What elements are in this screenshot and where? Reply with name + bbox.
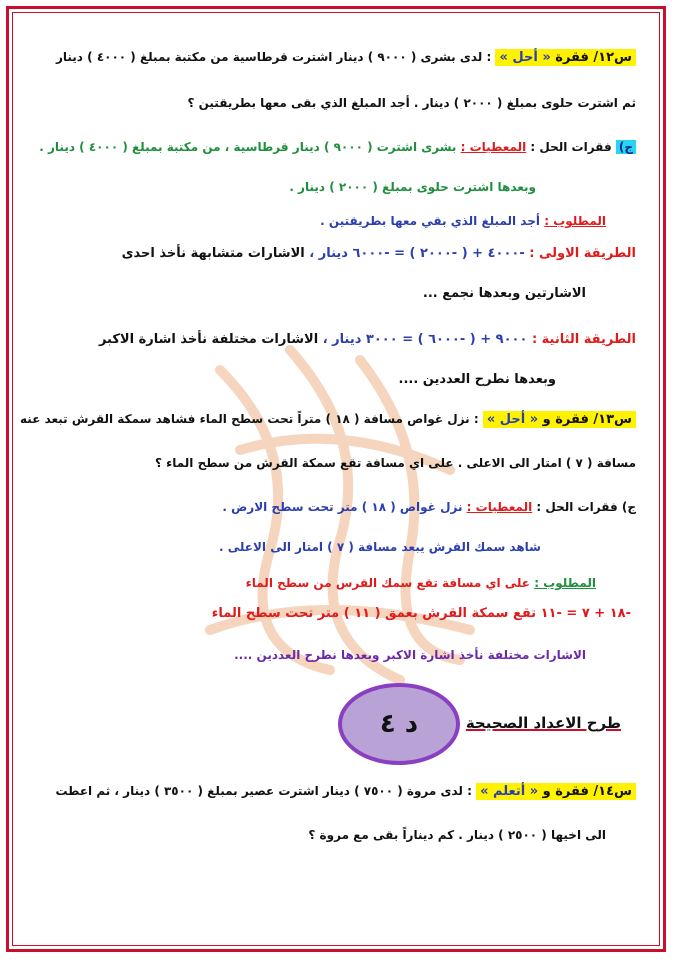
q13-sol-label: ج) فقرات الحل : (536, 500, 636, 514)
q12-label-text: س١٢/ فقرة (555, 50, 632, 65)
q13-given1: نزل غواص ( ١٨ ) متر تحت سطح الارض . (222, 500, 463, 514)
q12-solution-line (30, 140, 636, 154)
q12-line1: س١٢/ فقرة « أحل » : لدى بشرى ( ٩٠٠٠ ) دينار اشترت قرطاسية من مكتبة بمبلغ ( ٤٠٠٠ ) دينار (30, 50, 636, 65)
q12-text1: لدى بشرى ( ٩٠٠٠ ) دينار اشترت قرطاسية من مكتبة بمبلغ ( ٤٠٠٠ ) دينار (55, 50, 483, 64)
q13-text2: مسافة ( ٧ ) امتار الى الاعلى . على اي مسافة تقع سمكة القرش من سطح الماء ؟ (154, 456, 636, 470)
q13-label-text: س١٣/ فقرة و (542, 412, 632, 427)
q13-given2: شاهد سمك القرش يبعد مسافة ( ٧ ) امتار الى الاعلى . (219, 540, 541, 554)
q12-given-label: المعطيات : (460, 140, 527, 154)
q13-solution-line (30, 500, 636, 514)
q12-m1-note1: الاشارات متشابهة نأخذ احدى (121, 246, 305, 261)
q13-required-line (30, 576, 596, 590)
q14-text1: لدى مروة ( ٧٥٠٠ ) دينار اشترت عصير بمبلغ ( ٣٥٠٠ ) دينار ، ثم اعطت (55, 784, 463, 798)
q13-note: الاشارات مختلفة نأخذ اشارة الاكبر وبعدها نطرح العددين .... (234, 648, 586, 662)
q13-req: على اي مسافة تقع سمك القرس من سطح الماء (245, 576, 530, 590)
q12-m2-label: الطريقة الثانية : (531, 332, 636, 347)
q12-m1-note2: الاشارتين وبعدها نجمع ... (422, 286, 586, 301)
q12-given1: بشرى اشترت ( ٩٠٠٠ ) دينار قرطاسية ، من مكتبة بمبلغ ( ٤٠٠٠ ) دينار . (39, 140, 457, 154)
q12-m2-note1: الاشارات مختلفة نأخذ اشارة الاكبر (98, 332, 319, 347)
q13-line1: س١٣/ فقرة و « أحل » : نزل غواص مسافة ( ١٨ ) متراً تحت سطح الماء فشاهد سمكة القرش تبعد عنه (30, 412, 636, 427)
q12-tag: « أحل » (499, 50, 551, 65)
q13-answer-text: تقع سمكة القرش بعمق ( ١١ ) متر تحت سطح الماء (211, 606, 537, 621)
q12-m1-label: الطريقة الاولى : (529, 246, 636, 261)
q12-given2: وبعدها اشترت حلوى بمبلغ ( ٢٠٠٠ ) دينار . (289, 180, 536, 194)
q12-label (495, 49, 636, 66)
q13-tag: « أحل » (486, 412, 539, 427)
q12-m2-note2: وبعدها نطرح العددين .... (398, 372, 556, 387)
q12-req: أجد المبلغ الذي بقي معها بطريقتين . (320, 214, 540, 228)
q14-label (476, 783, 636, 800)
q12-text2: ثم اشترت حلوى بمبلغ ( ٢٠٠٠ ) دينار . أجد المبلغ الذي بقى معها بطريقتين ؟ (187, 96, 636, 110)
q12-sol-prefix: ج) (616, 140, 636, 154)
q12-m2-expr: ٩٠٠٠ + ( -٦٠٠٠ ) = ٣٠٠٠ دينار ، (322, 332, 528, 347)
q12-method1 (30, 246, 636, 261)
q12-sol-label: فقرات الحل : (530, 140, 612, 154)
q12-req-label: المطلوب : (544, 214, 606, 228)
q13-answer (30, 606, 631, 621)
q14-label-text: س١٤/ فقرة و (542, 784, 632, 799)
q13-answer-expr: -١٨ + ٧ = -١١ (540, 606, 631, 621)
q13-req-label: المطلوب : (534, 576, 596, 590)
section-badge-text: د ٤ (379, 709, 419, 739)
q12-m1-expr: -٤٠٠٠ + ( -٢٠٠٠ ) = -٦٠٠٠ دينار ، (309, 246, 525, 261)
q12-required-line (30, 214, 606, 228)
q13-label (483, 411, 636, 428)
q14-line1: س١٤/ فقرة و « أتعلم » : لدى مروة ( ٧٥٠٠ ) دينار اشترت عصير بمبلغ ( ٣٥٠٠ ) دينار ، ثم اعطت (30, 784, 636, 799)
q13-text1: نزل غواص مسافة ( ١٨ ) متراً تحت سطح الماء فشاهد سمكة القرش تبعد عنه (20, 412, 470, 426)
section-badge (338, 683, 460, 765)
q12-method2 (30, 332, 636, 347)
section-heading (30, 714, 621, 732)
q13-given-label: المعطيات : (466, 500, 533, 514)
q14-text2: الى اخيها ( ٢٥٠٠ ) دينار . كم ديناراً بقى مع مروة ؟ (308, 828, 606, 842)
section-title: طرح الاعداد الصحيحة (465, 714, 621, 732)
q14-tag: « أتعلم » (480, 784, 539, 799)
